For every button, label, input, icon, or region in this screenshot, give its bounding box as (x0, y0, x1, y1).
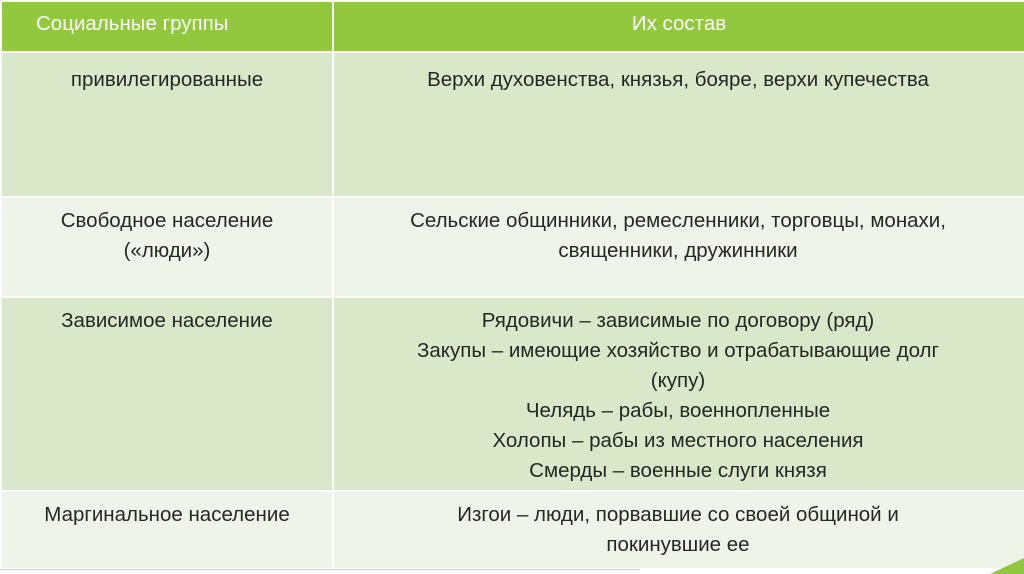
group-line: Зависимое население (61, 309, 273, 332)
table-row (1, 197, 1024, 297)
members-line: Изгои – люди, порвавшие со своей общиной и (457, 503, 899, 526)
header-members: Их состав (333, 1, 1024, 52)
members-cell (333, 491, 1024, 569)
members-cell (333, 297, 1024, 491)
corner-accent-triangle (990, 558, 1024, 574)
group-cell (1, 52, 333, 197)
header-group: Социальные группы (1, 1, 333, 52)
group-cell (1, 491, 333, 569)
members-line: Закупы – имеющие хозяйство и отрабатывающие долг (417, 339, 939, 362)
group-line: Маргинальное население (44, 503, 290, 526)
table-row (1, 491, 1024, 569)
group-line: Свободное население (60, 209, 274, 232)
group-cell (1, 297, 333, 491)
members-line: Смерды – военные слуги князя (529, 459, 827, 482)
members-line: Холопы – рабы из местного населения (492, 429, 864, 452)
members-line: Сельские общинники, ремесленники, торговцы, монахи, (410, 209, 946, 232)
header-row (1, 1, 1024, 52)
group-line: привилегированные (70, 68, 264, 91)
members-line: Челядь – рабы, военнопленные (525, 399, 831, 422)
group-cell (1, 197, 333, 297)
members-line: покинувшие ее (606, 533, 750, 556)
members-line: (купу) (650, 369, 706, 392)
group-line: («люди») (123, 239, 211, 262)
members-cell (333, 52, 1024, 197)
members-line: священники, дружинники (558, 239, 798, 262)
footer-divider (0, 569, 640, 570)
members-line: Верхи духовенства, князья, бояре, верхи купечества (427, 68, 929, 91)
members-line: Рядовичи – зависимые по договору (ряд) (481, 309, 875, 332)
table-row (1, 297, 1024, 491)
members-cell (333, 197, 1024, 297)
table-row (1, 52, 1024, 197)
